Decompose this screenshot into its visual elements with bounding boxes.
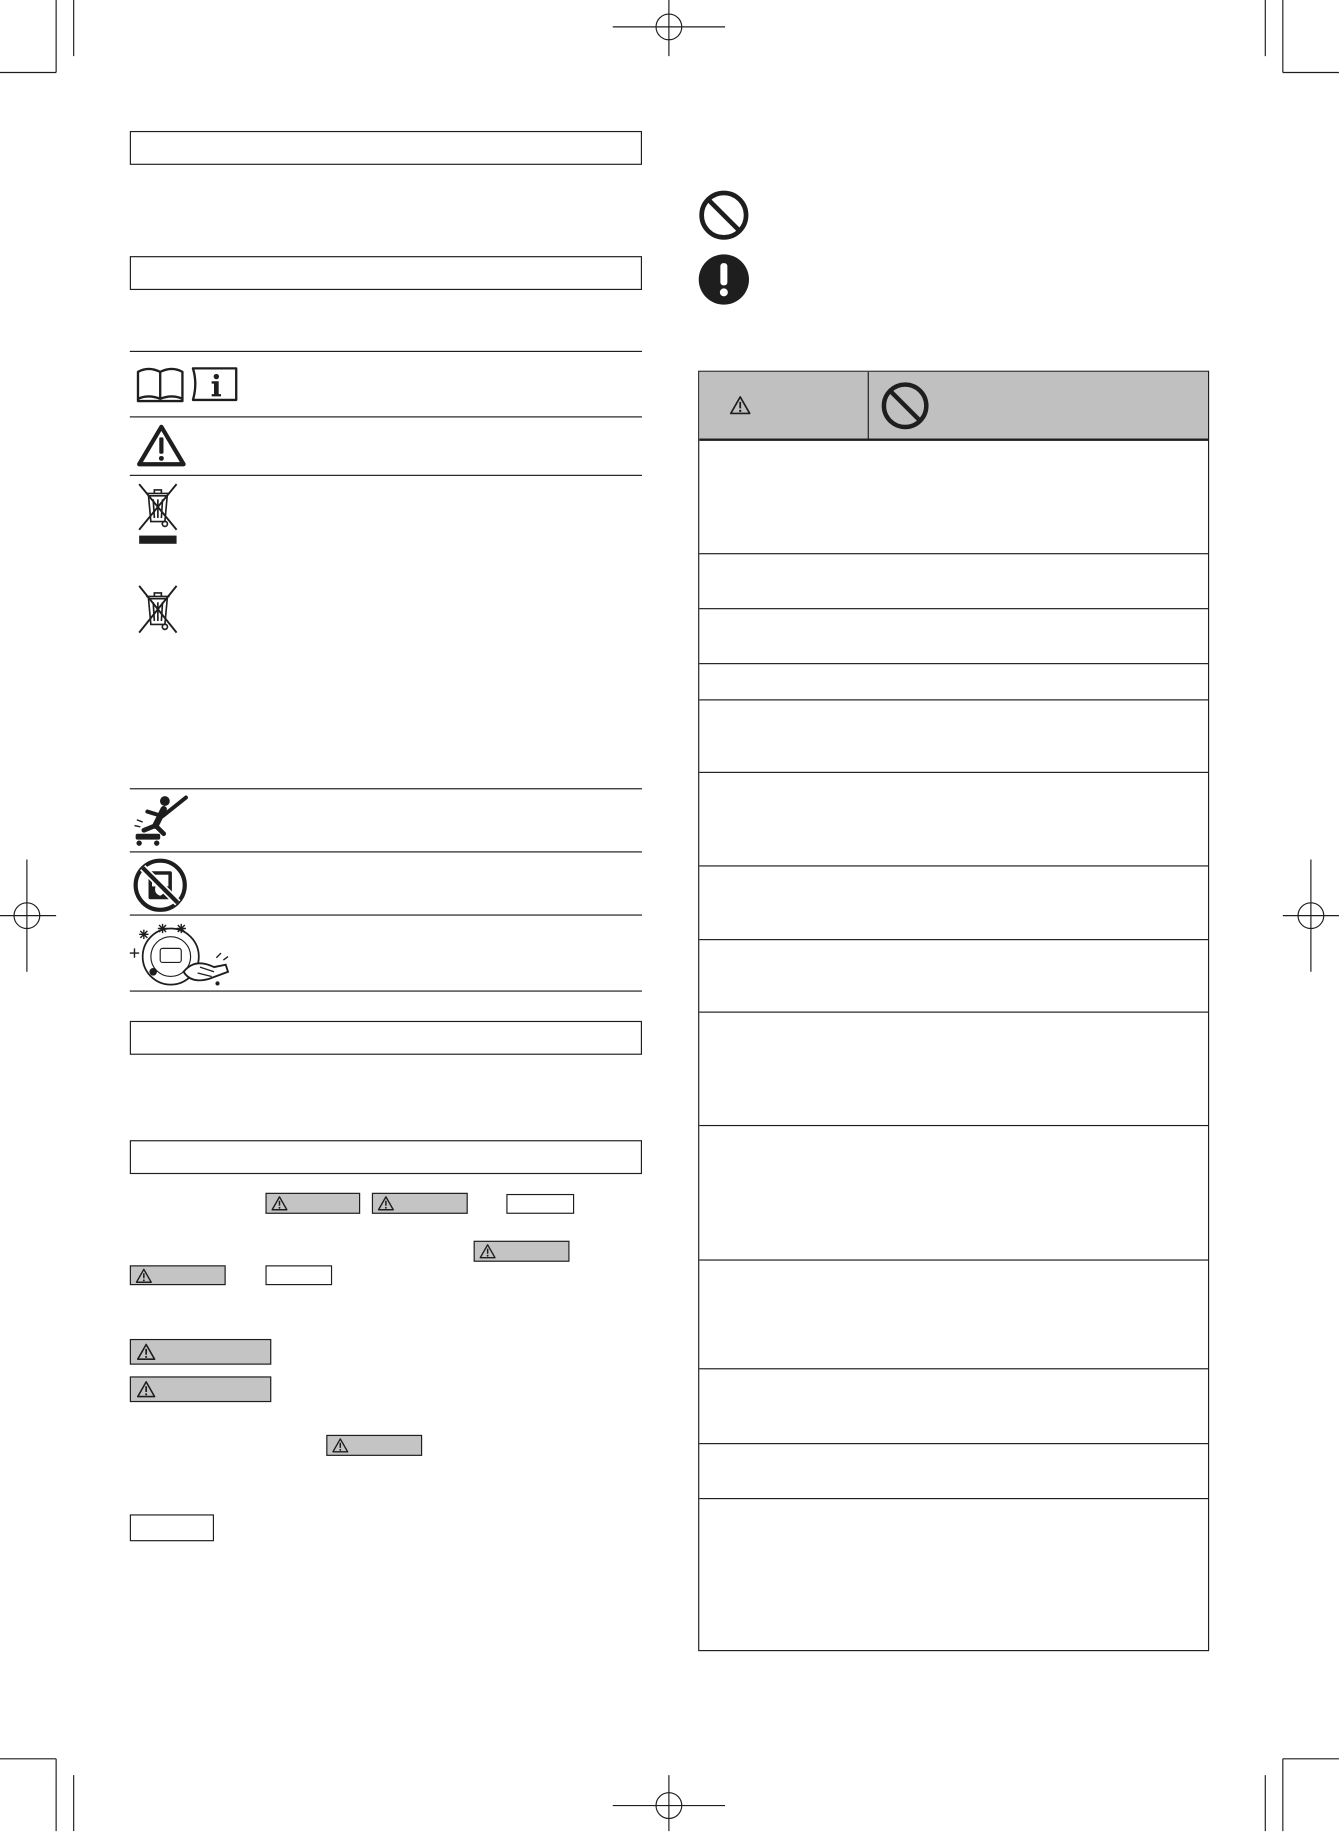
warning-table-header [699,372,1208,441]
slip-hazard-icon [131,794,192,848]
warning-triangle-icon [137,1380,156,1398]
prohibition-icon [698,189,749,240]
table-row [699,1369,1208,1444]
corner-mark-bottom-left [0,1759,74,1832]
warning-level-badge [474,1241,570,1262]
header-divider [868,372,869,439]
table-row [699,1499,1208,1645]
warning-triangle-icon [136,422,187,469]
open-book-icon [138,369,182,401]
read-manual-icon [136,365,239,404]
notice-level-box [130,1514,214,1541]
registration-mark-right [1283,860,1339,972]
corner-mark-top-left [0,0,74,73]
table-row [699,554,1208,609]
warning-triangle-icon [136,1268,152,1283]
caution-level-badge [326,1435,422,1456]
caution-level-badge [372,1193,468,1214]
symbol-table-rule [130,851,642,852]
table-row [699,664,1208,700]
pinch-hazard-icon [127,920,230,988]
registration-mark-bottom [613,1775,725,1831]
no-fire-icon [131,857,189,913]
table-row [699,609,1208,664]
table-row [699,1261,1208,1370]
table-row [699,1444,1208,1499]
section-heading-box-3 [130,1021,642,1055]
symbol-table-rule [130,416,642,417]
warning-triangle-icon [137,1343,156,1361]
section-heading-box-2 [130,256,642,290]
registration-mark-left [0,860,56,972]
warning-triangle-icon [378,1196,394,1211]
warning-triangle-icon [479,1244,495,1259]
corner-mark-bottom-right [1265,1759,1339,1832]
section-heading-box-1 [130,131,642,165]
table-row [699,700,1208,773]
table-row [699,441,1208,554]
registration-mark-top [613,0,725,56]
table-row [699,940,1208,1013]
caution-level-badge [130,1265,226,1285]
symbol-table-rule [130,475,642,476]
section-heading-box-4 [130,1140,642,1174]
symbol-table-rule [130,351,642,352]
corner-mark-top-right [1265,0,1339,73]
warning-triangle-icon [271,1196,287,1211]
symbol-table-rule [130,788,642,789]
warning-triangle-icon [730,395,751,415]
warning-table [698,371,1209,1651]
warning-triangle-icon [332,1438,348,1453]
caution-level-badge [130,1376,271,1402]
table-row [699,1126,1208,1260]
info-leaflet-icon [193,368,236,400]
weee-bin-with-bar-icon [136,481,180,546]
warning-level-badge [265,1193,360,1214]
warning-level-badge [130,1339,271,1365]
weee-bin-icon [136,584,180,635]
table-row [699,867,1208,941]
symbol-table-rule [130,990,642,991]
prohibition-icon [881,381,930,430]
mandatory-action-icon [698,254,749,305]
symbol-table-rule [130,914,642,915]
notice-level-box [265,1265,332,1285]
table-row [699,773,1208,867]
table-row [699,1013,1208,1126]
notice-level-box [506,1194,574,1214]
